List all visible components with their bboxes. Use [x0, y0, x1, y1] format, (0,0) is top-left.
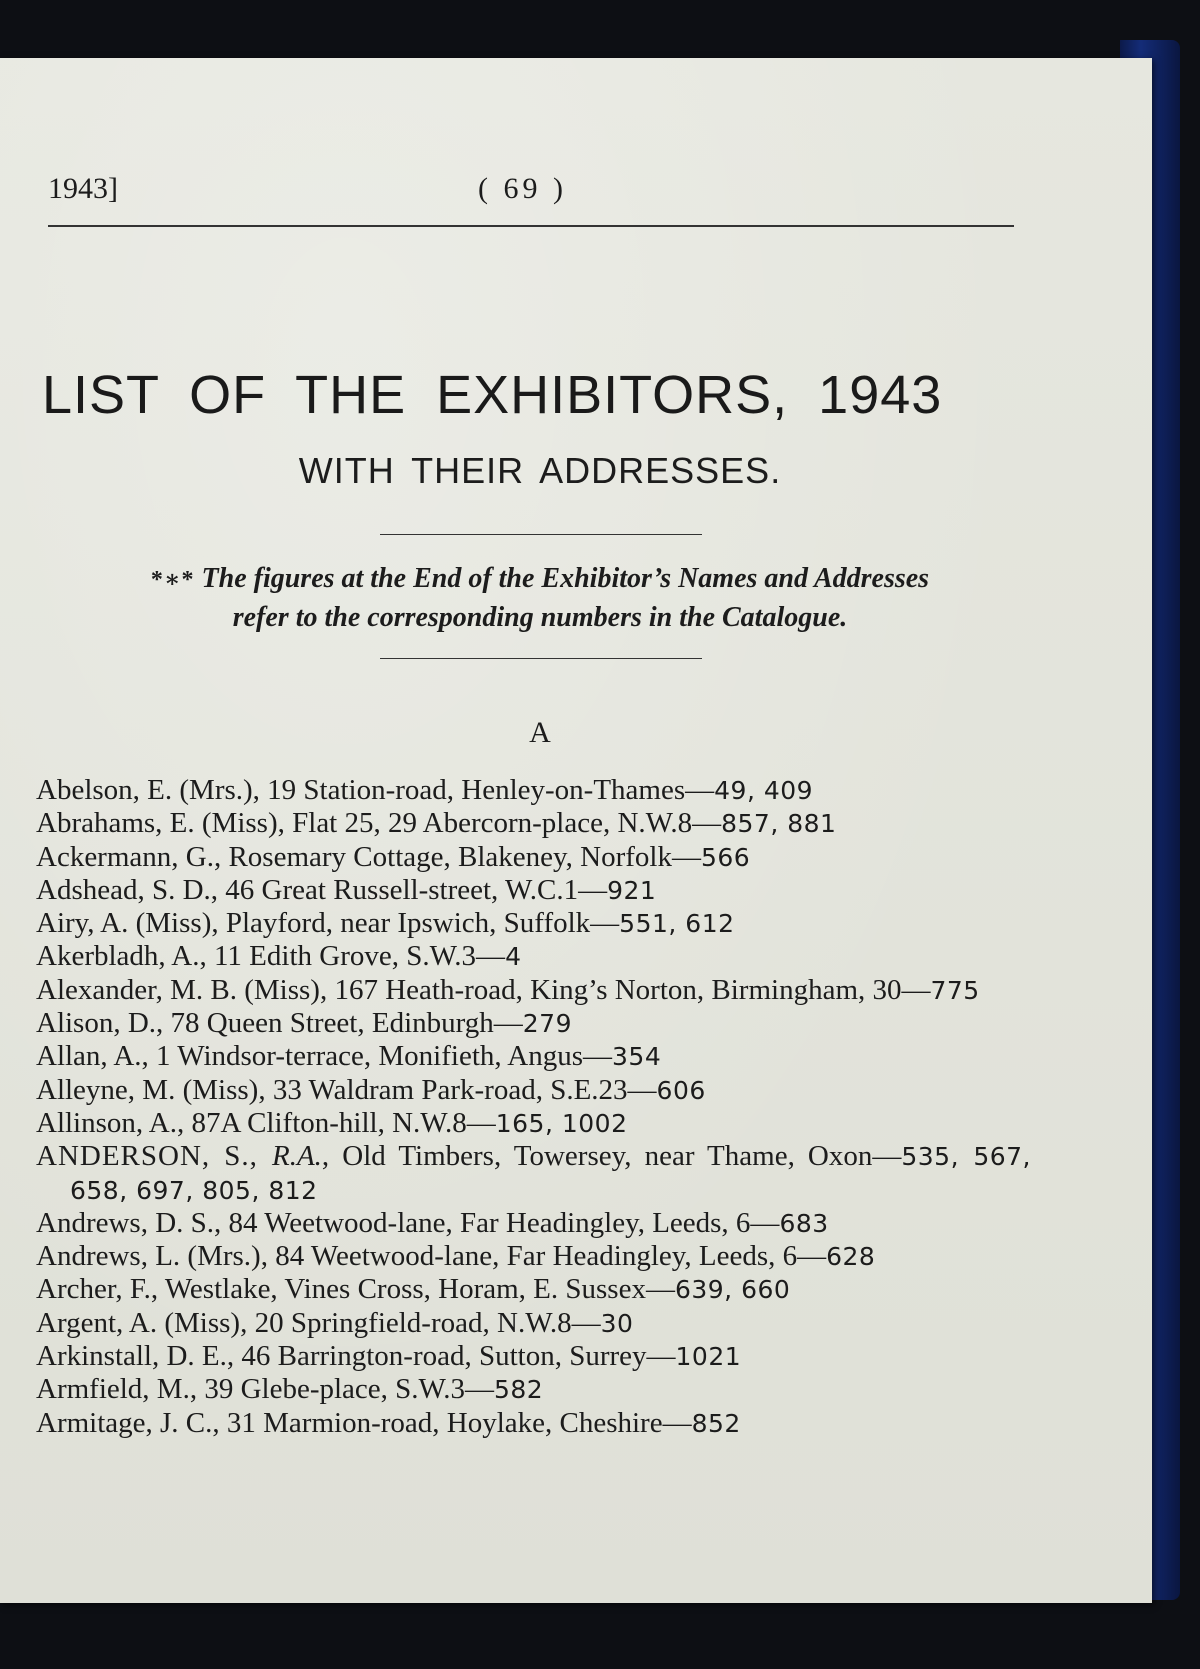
list-item: Alexander, M. B. (Miss), 167 Heath-road, King’s Norton, Birmingham, 30—775	[36, 973, 980, 1006]
list-item: ANDERSON, S., R.A., Old Timbers, Towersey, near Thame, Oxon—535, 567, 658, 697, 805, 812	[36, 1140, 1031, 1205]
note-line-1: The figures at the End of the Exhibitor’s Names and Addresses	[201, 563, 930, 594]
list-item: Arkinstall, D. E., 46 Barrington-road, Sutton, Surrey—1021	[36, 1340, 742, 1373]
list-item: Ackermann, G., Rosemary Cottage, Blakeney, Norfolk—566	[36, 840, 751, 873]
list-item: Adshead, S. D., 46 Great Russell-street, W.C.1—921	[36, 873, 657, 906]
list-item: Alleyne, M. (Miss), 33 Waldram Park-road, S.E.23—606	[36, 1073, 706, 1106]
running-head	[48, 172, 1014, 212]
section-letter: A	[529, 716, 551, 749]
list-item: Armitage, J. C., 31 Marmion-road, Hoylake, Cheshire—852	[36, 1406, 741, 1439]
list-item: Allan, A., 1 Windsor-terrace, Monifieth, Angus—354	[36, 1040, 662, 1073]
page-title: LIST OF THE EXHIBITORS, 1943	[42, 365, 943, 425]
list-item: Alison, D., 78 Queen Street, Edinburgh—279	[36, 1007, 572, 1040]
list-item: Abrahams, E. (Miss), Flat 25, 29 Abercorn-place, N.W.8—857, 881	[36, 807, 837, 840]
page-number: ( 69 )	[478, 172, 567, 205]
list-item: Archer, F., Westlake, Vines Cross, Horam, E. Sussex—639, 660	[36, 1273, 791, 1306]
list-item: Allinson, A., 87A Clifton-hill, N.W.8—165, 1002	[36, 1106, 628, 1139]
asterism-mark: *∗*	[150, 567, 195, 593]
exhibitor-list	[36, 774, 1031, 1440]
divider-rule	[380, 658, 702, 659]
divider-rule	[380, 534, 702, 535]
list-item: Andrews, D. S., 84 Weetwood-lane, Far Headingley, Leeds, 6—683	[36, 1206, 829, 1239]
header-rule	[48, 225, 1014, 227]
book-page	[0, 58, 1152, 1603]
running-head-year: 1943]	[48, 172, 118, 205]
list-item: Akerbladh, A., 11 Edith Grove, S.W.3—4	[36, 940, 522, 973]
page-subtitle: WITH THEIR ADDRESSES.	[298, 450, 782, 491]
list-item: Airy, A. (Miss), Playford, near Ipswich, Suffolk—551, 612	[36, 907, 735, 940]
note-line-2: refer to the corresponding numbers in the Catalogue.	[232, 602, 848, 633]
catalogue-note	[40, 560, 1040, 637]
list-item: Armfield, M., 39 Glebe-place, S.W.3—582	[36, 1373, 544, 1406]
list-item: Andrews, L. (Mrs.), 84 Weetwood-lane, Far Headingley, Leeds, 6—628	[36, 1240, 876, 1273]
list-item: Abelson, E. (Mrs.), 19 Station-road, Henley-on-Thames—49, 409	[36, 774, 814, 806]
list-item: Argent, A. (Miss), 20 Springfield-road, N.W.8—30	[36, 1306, 634, 1339]
